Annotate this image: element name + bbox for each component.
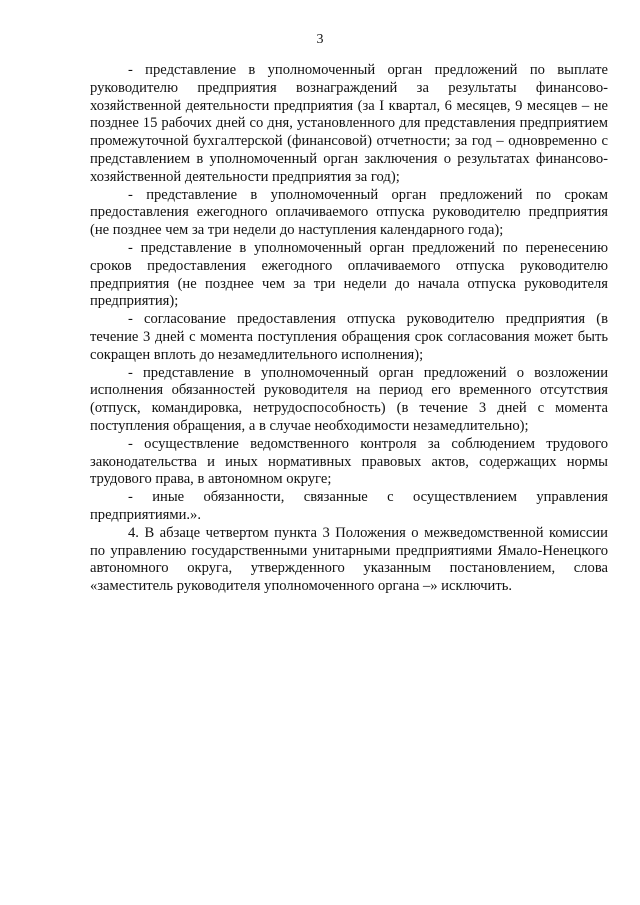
paragraph-acting-director-proposals: - представление в уполномоченный орган предложений о возложении исполнения обязанностей руководителя на период его временного отсутствия (отпуск, командировка, нетрудоспособность) (в течение 3 дней с момента поступления обращения, а в случае необходимости незамедлительно); (90, 364, 608, 434)
paragraph-remuneration-proposals: - представление в уполномоченный орган предложений по выплате руководителю предприятия вознаграждений за результаты финансово-хозяйственной деятельности предприятия (за I квартал, 6 месяцев, 9 месяцев – не позднее 15 рабочих дней со дня, установленного для представления предприятием промежуточной бухгалтерской (финансовой) отчетности; за год – одновременно с представлением в уполномоченный орган заключения о результатах финансово-хозяйственной деятельности предприятия за год); (90, 62, 608, 185)
page-number: 3 (316, 32, 324, 47)
paragraph-labor-law-control: - осуществление ведомственного контроля за соблюдением трудового законодательства и иных нормативных правовых актов, содержащих нормы трудового права, в автономном округе; (90, 435, 608, 488)
paragraph-vacation-schedule-proposals: - представление в уполномоченный орган предложений по срокам предоставления ежегодного оплачиваемого отпуска руководителю предприятия (не позднее чем за три недели до наступления календарного года); (90, 186, 608, 239)
paragraph-other-duties: - иные обязанности, связанные с осуществлением управления предприятиями.». (90, 489, 608, 523)
document-body (90, 62, 608, 596)
paragraph-item-4-amendment: 4. В абзаце четвертом пункта 3 Положения о межведомственной комиссии по управлению государственными унитарными предприятиями Ямало-Ненецкого автономного округа, утвержденного указанным постановлением, слова «заместитель руководителя уполномоченного органа –» исключить. (90, 524, 608, 595)
paragraph-vacation-approval: - согласование предоставления отпуска руководителю предприятия (в течение 3 дней с момента поступления обращения срок согласования может быть сокращен вплоть до незамедлительного исполнения); (90, 311, 608, 363)
paragraph-vacation-postponement-proposals: - представление в уполномоченный орган предложений по перенесению сроков предоставления ежегодного оплачиваемого отпуска руководителю предприятия (не позднее чем за три недели до начала отпуска руководителя предприятия); (90, 239, 608, 310)
